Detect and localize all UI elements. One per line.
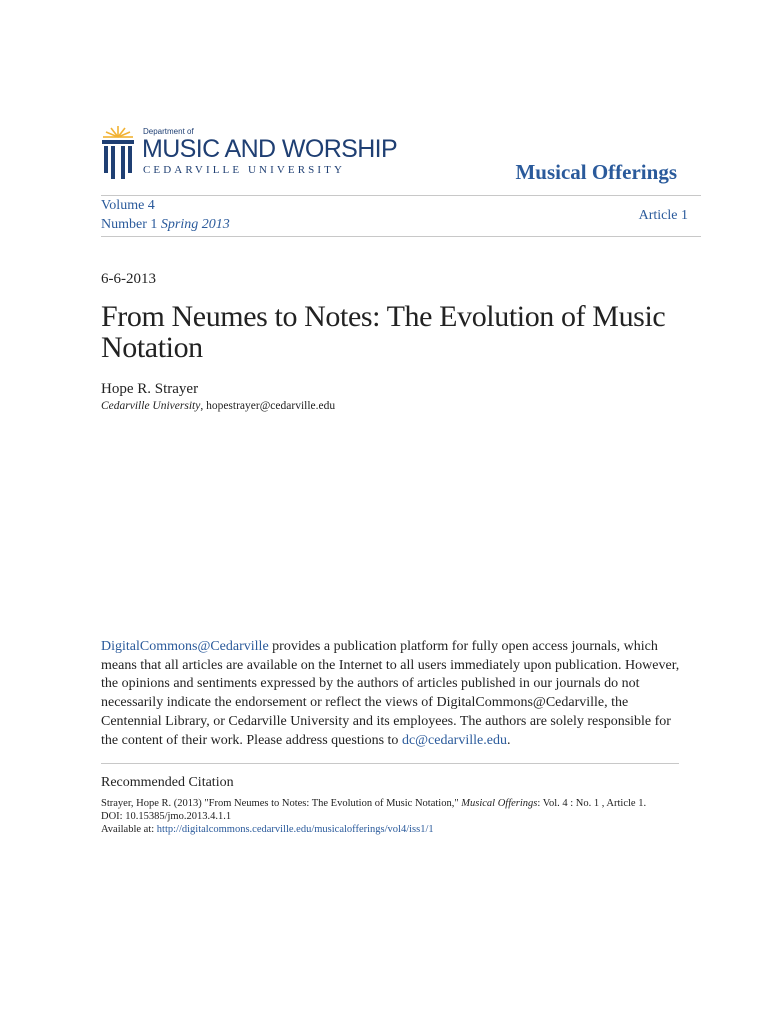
citation-doi: DOI: 10.15385/jmo.2013.4.1.1 (101, 811, 232, 822)
header-divider (101, 195, 701, 196)
citation-availability (101, 823, 701, 836)
article-number-link[interactable]: Article 1 (638, 208, 688, 223)
available-label: Available at: (101, 824, 157, 835)
citation-volume: : Vol. 4 : No. 1 , Article 1. (537, 798, 647, 809)
citation-divider (101, 763, 679, 764)
citation-line (101, 797, 701, 810)
logo-university-text: CEDARVILLE UNIVERSITY (143, 164, 346, 176)
contact-email-link[interactable]: dc@cedarville.edu (401, 732, 507, 748)
logo-name-text: MUSIC AND WORSHIP (142, 135, 398, 163)
citation-block (101, 797, 701, 836)
author-name: Hope R. Strayer (101, 381, 199, 397)
author-email: , hopestrayer@cedarville.edu (200, 400, 336, 412)
affiliation-name: Cedarville University (101, 400, 201, 412)
sun-columns-icon (101, 125, 135, 181)
department-logo (101, 121, 398, 183)
access-notice (101, 638, 681, 750)
journal-title[interactable]: Musical Offerings (515, 160, 677, 184)
notice-end: . (506, 732, 511, 748)
citation-heading: Recommended Citation (101, 775, 234, 790)
publication-date: 6-6-2013 (101, 271, 156, 287)
issue-season: Spring 2013 (160, 217, 230, 232)
article-title: From Neumes to Notes: The Evolution of Music Notation (101, 300, 666, 364)
citation-journal: Musical Offerings (461, 798, 538, 809)
notice-text: provides a publication platform for fully open access journals, which means that all articles are available on the Internet to all users immediately upon publication. However, the opinions and sentiments expressed by the authors of articles published in our journals do not necessarily indicate the endorsement or reflect the views of DigitalCommons@Cedarville, the Centennial Library, or Cedarville University and its employees. The authors are solely responsible for the content of their work. Please address questions to (101, 639, 680, 748)
issue-number-link[interactable] (101, 217, 230, 233)
volume-link[interactable]: Volume 4 (101, 198, 155, 213)
author-affiliation (101, 400, 335, 412)
logo-department-text: Department of (143, 127, 194, 136)
citation-text: Strayer, Hope R. (2013) "From Neumes to Notes: The Evolution of Music Notation," (101, 798, 462, 809)
article-url-link[interactable]: http://digitalcommons.cedarville.edu/musicalofferings/vol4/iss1/1 (156, 824, 434, 835)
issue-divider (101, 236, 701, 237)
digitalcommons-link[interactable]: DigitalCommons@Cedarville (101, 639, 269, 654)
issue-number: Number 1 (101, 217, 158, 232)
